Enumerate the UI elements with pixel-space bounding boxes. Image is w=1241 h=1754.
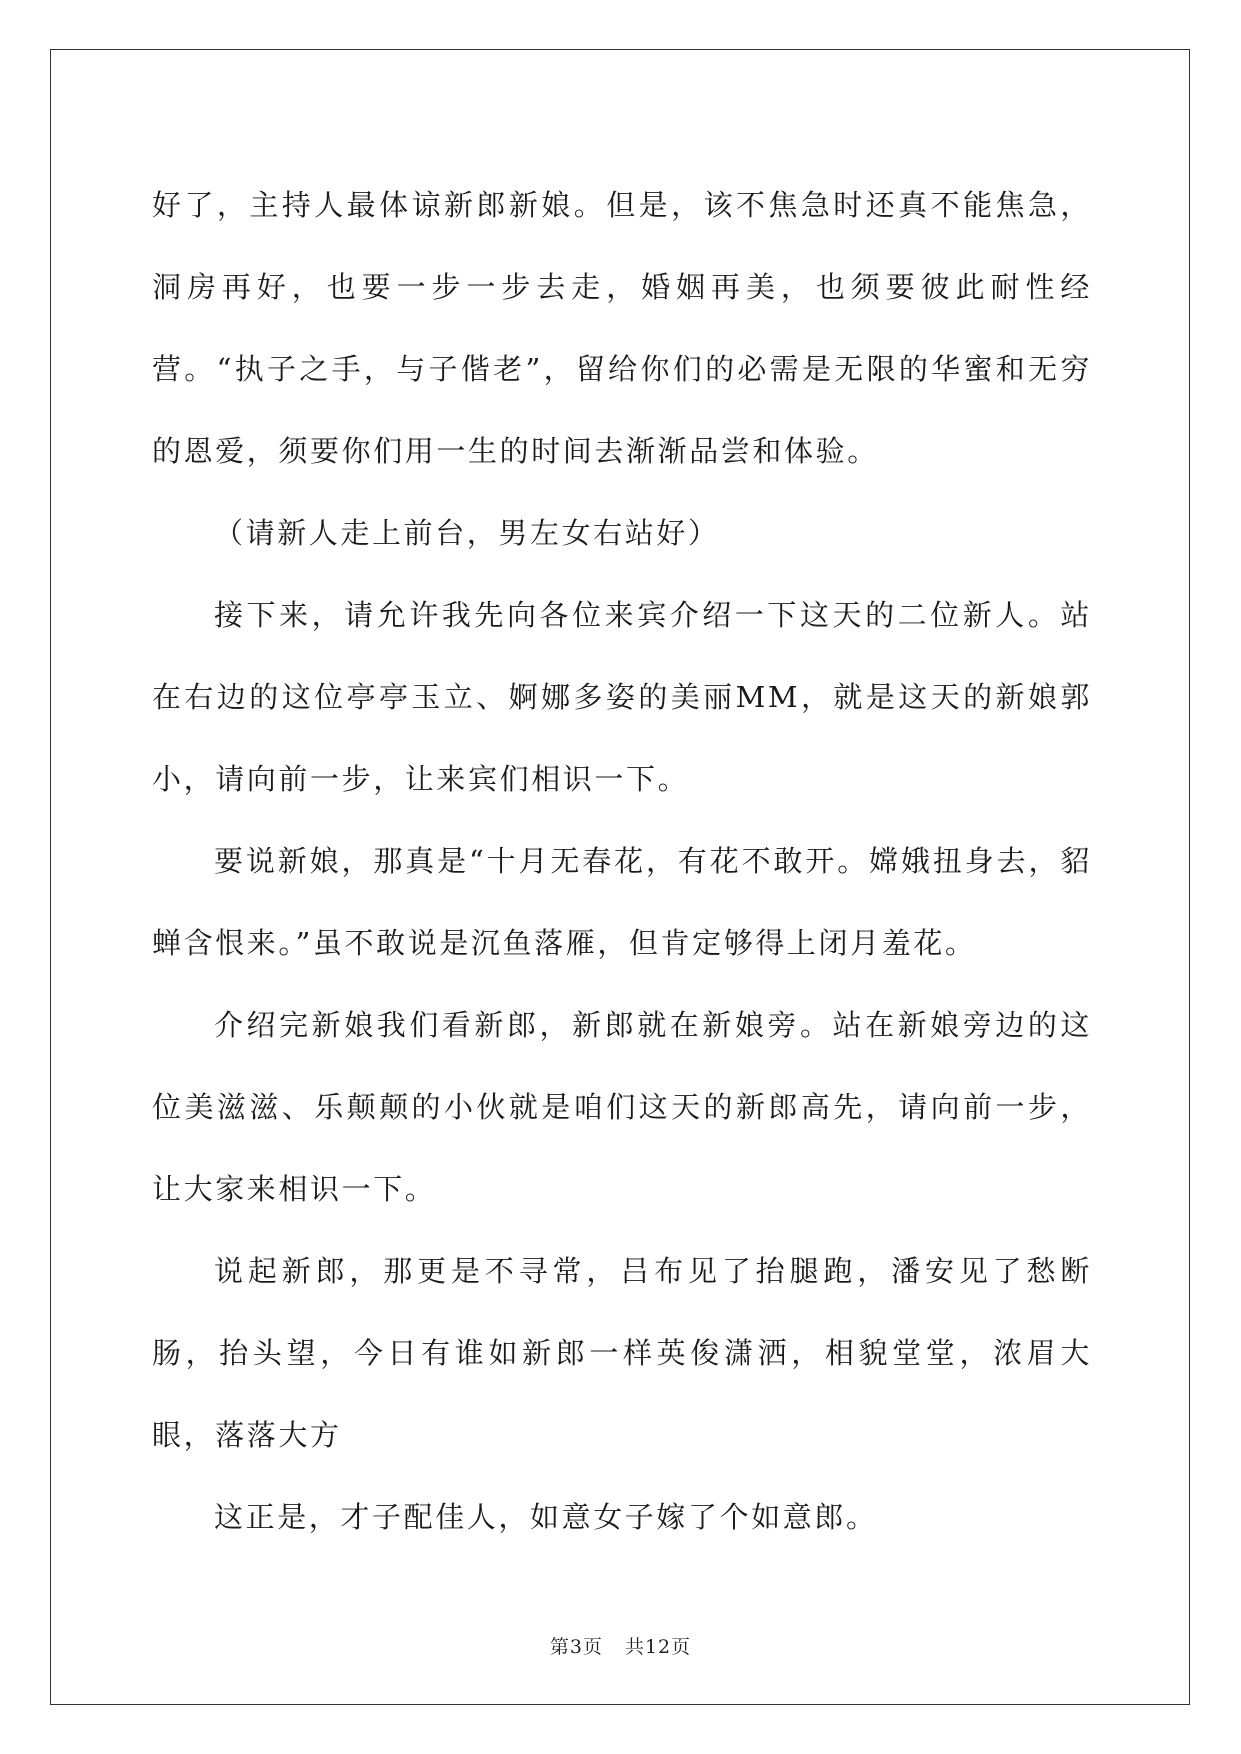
document-body bbox=[152, 164, 1092, 1558]
page-number-current: 第3页 bbox=[549, 1636, 603, 1658]
page-footer bbox=[0, 1632, 1241, 1659]
paragraph-1: 好了，主持人最体谅新郎新娘。但是，该不焦急时还真不能焦急，洞房再好，也要一步一步去走，婚姻再美，也须要彼此耐性经营。“执子之手，与子偕老”，留给你们的必需是无限的华蜜和无穷的恩爱，须要你们用一生的时间去渐渐品尝和体验。 bbox=[152, 188, 1092, 468]
paragraph-5: 介绍完新娘我们看新郎，新郎就在新娘旁。站在新娘旁边的这位美滋滋、乐颠颠的小伙就是咱们这天的新郎高先，请向前一步，让大家来相识一下。 bbox=[152, 1008, 1092, 1206]
paragraph-3: 接下来，请允许我先向各位来宾介绍一下这天的二位新人。站在右边的这位亭亭玉立、婀娜多姿的美丽MM，就是这天的新娘郭小，请向前一步，让来宾们相识一下。 bbox=[152, 598, 1092, 796]
paragraph-7: 这正是，才子配佳人，如意女子嫁了个如意郎。 bbox=[214, 1500, 878, 1534]
paragraph-2: （请新人走上前台，男左女右站好） bbox=[214, 516, 720, 550]
paragraph-6: 说起新郎，那更是不寻常，吕布见了抬腿跑，潘安见了愁断肠，抬头望，今日有谁如新郎一样英俊潇洒，相貌堂堂，浓眉大眼，落落大方 bbox=[152, 1254, 1092, 1452]
paragraph-4: 要说新娘，那真是“十月无春花，有花不敢开。嫦娥扭身去，貂蝉含恨来。”虽不敢说是沉鱼落雁，但肯定够得上闭月羞花。 bbox=[152, 844, 1092, 960]
page-number-total: 共12页 bbox=[624, 1636, 692, 1658]
